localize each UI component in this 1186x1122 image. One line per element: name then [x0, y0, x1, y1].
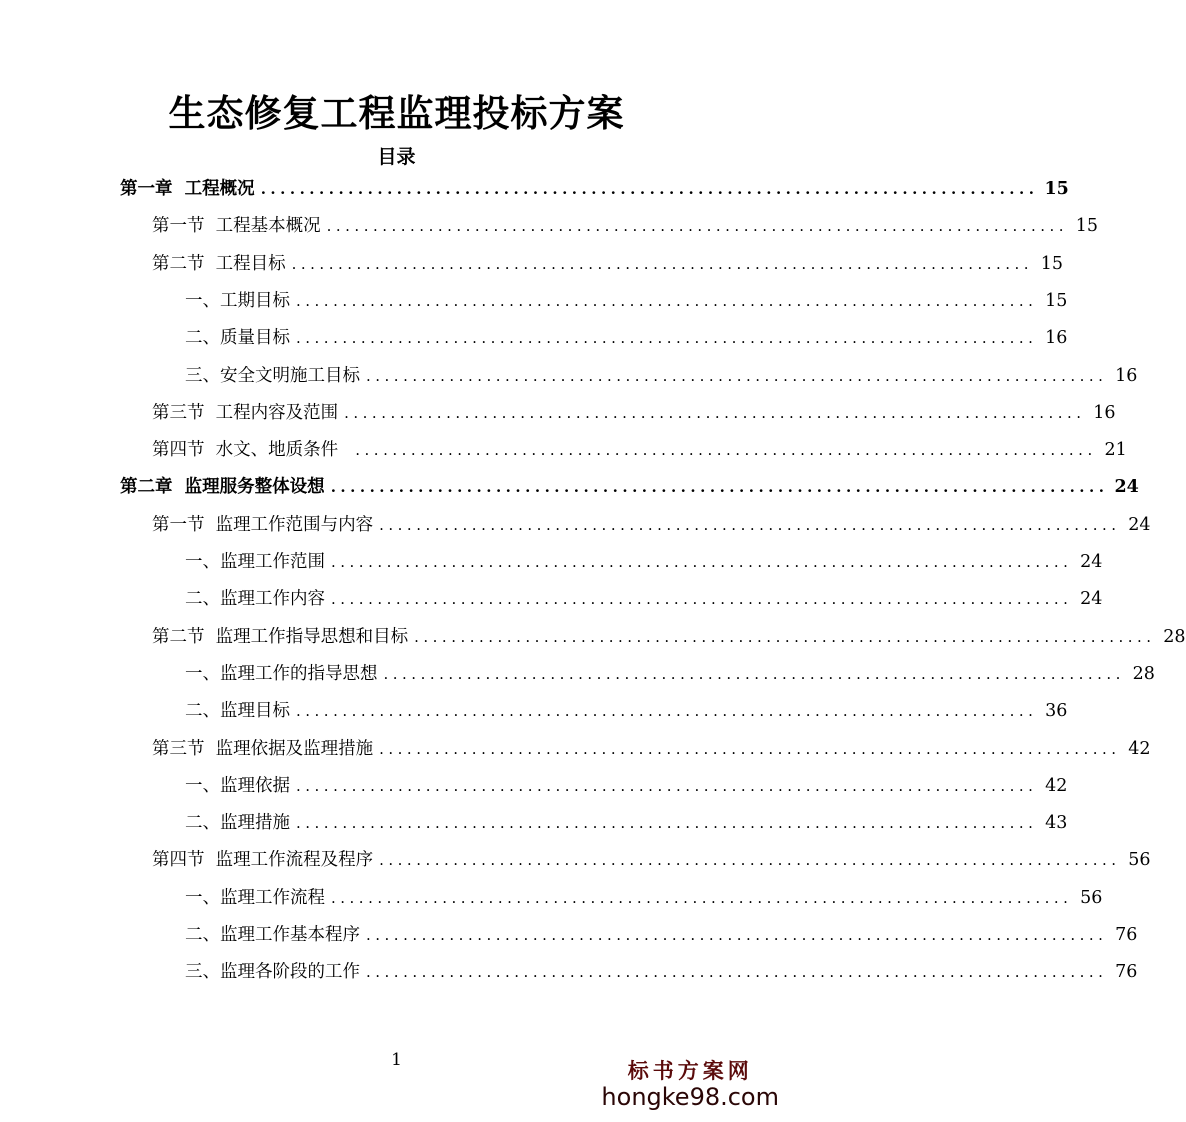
toc-entry-page: 16	[1093, 402, 1116, 423]
toc-entry-page: 42	[1045, 775, 1068, 796]
toc-entry-label: 第二节 工程目标	[152, 253, 286, 274]
toc-entry-label: 一、工期目标	[185, 290, 290, 311]
toc-entry-label: 一、监理工作范围	[185, 552, 325, 572]
toc-entry-page: 56	[1080, 887, 1103, 908]
toc-entry[interactable]	[185, 808, 1068, 838]
toc-leader-dots: ................................................................................	[260, 180, 1039, 198]
toc-leader-dots: ................................................................................	[326, 217, 1069, 236]
toc-leader-dots: ................................................................................	[296, 814, 1038, 833]
toc-entry-page: 16	[1045, 328, 1068, 349]
toc-leader-dots: ................................................................................	[331, 553, 1073, 571]
toc-entry-label: 二、监理措施	[185, 813, 290, 834]
toc-leader-dots: ................................................................................	[379, 851, 1121, 870]
toc-entry-label: 第二章 监理服务整体设想	[120, 477, 325, 498]
toc-entry-page: 76	[1115, 925, 1138, 945]
toc-entry[interactable]	[120, 472, 1139, 502]
toc-entry[interactable]	[152, 398, 1116, 428]
toc-entry-page: 21	[1104, 440, 1127, 461]
toc-entry[interactable]	[185, 696, 1068, 726]
toc-entry[interactable]	[152, 845, 1151, 875]
toc-entry-page: 15	[1045, 290, 1068, 311]
toc-entry[interactable]	[152, 734, 1151, 764]
toc-leader-dots: ................................................................................	[379, 739, 1121, 758]
toc-entry-page: 24	[1080, 552, 1103, 572]
toc-entry[interactable]	[185, 547, 1103, 577]
toc-leader-dots: ................................................................................	[330, 478, 1109, 497]
toc-entry[interactable]	[185, 920, 1138, 950]
toc-leader-dots: ................................................................................	[366, 963, 1108, 982]
toc-entry[interactable]	[185, 361, 1138, 391]
toc-leader-dots: ................................................................................	[296, 776, 1038, 795]
toc-entry-label: 第三节 工程内容及范围	[152, 402, 339, 423]
toc-entry-label: 第一节 工程基本概况	[152, 216, 321, 237]
toc-leader-dots: ................................................................................	[355, 441, 1097, 460]
toc-entry-page: 15	[1040, 253, 1064, 274]
toc-entry-label: 一、监理依据	[185, 775, 290, 796]
toc-entry-label: 三、安全文明施工目标	[185, 365, 360, 386]
toc-entry-label: 第四节 水文、地质条件	[152, 440, 350, 461]
watermark-url: hongke98.com	[601, 1083, 779, 1111]
toc-entry-page: 56	[1128, 850, 1151, 871]
toc-entry-label: 二、监理工作基本程序	[185, 925, 360, 945]
toc-leader-dots: ................................................................................	[296, 329, 1038, 348]
toc-entry-page: 24	[1128, 514, 1151, 535]
toc-entry-label: 第二节 监理工作指导思想和目标	[152, 626, 409, 647]
watermark-text: 标书方案网	[627, 1059, 753, 1083]
toc-heading: 目录	[377, 146, 416, 168]
toc-leader-dots: ................................................................................	[366, 366, 1108, 385]
toc-leader-dots: ................................................................................	[331, 590, 1073, 609]
toc-entry[interactable]	[185, 957, 1138, 987]
toc-entry[interactable]	[152, 211, 1099, 241]
toc-entry-page: 24	[1114, 477, 1139, 498]
toc-entry-page: 36	[1045, 701, 1068, 722]
toc-entry[interactable]	[152, 510, 1151, 540]
toc-leader-dots: ................................................................................	[414, 627, 1156, 646]
toc-entry-label: 第一章 工程概况	[120, 179, 255, 199]
toc-leader-dots: ................................................................................	[383, 664, 1125, 683]
toc-entry-label: 第三节 监理依据及监理措施	[152, 738, 374, 759]
toc-entry-label: 一、监理工作的指导思想	[185, 663, 378, 684]
toc-leader-dots: ................................................................................	[296, 702, 1038, 721]
toc-entry[interactable]	[152, 249, 1064, 279]
toc-entry-page: 76	[1115, 962, 1138, 983]
toc-entry-page: 15	[1044, 179, 1069, 199]
toc-entry-page: 15	[1075, 216, 1099, 237]
toc-leader-dots: ................................................................................	[331, 888, 1073, 907]
toc-entry-label: 第四节 监理工作流程及程序	[152, 850, 374, 871]
watermark-logo	[601, 1058, 779, 1110]
document-title: 生态修复工程监理投标方案	[168, 91, 625, 135]
toc-entry-label: 二、监理目标	[185, 701, 290, 722]
toc-entry-label: 三、监理各阶段的工作	[185, 962, 360, 983]
toc-entry-label: 二、监理工作内容	[185, 589, 325, 610]
toc-entry-page: 28	[1132, 663, 1155, 684]
toc-leader-dots: ................................................................................	[366, 926, 1108, 944]
toc-entry-page: 16	[1115, 365, 1138, 386]
toc-entry[interactable]	[152, 435, 1127, 465]
toc-entry-page: 43	[1045, 813, 1068, 834]
toc-entry-page: 28	[1163, 626, 1186, 647]
toc-entry[interactable]	[152, 622, 1186, 652]
toc-leader-dots: ................................................................................	[344, 403, 1086, 422]
toc-entry-page: 42	[1128, 738, 1151, 759]
toc-entry[interactable]	[185, 323, 1068, 353]
toc-entry-label: 二、质量目标	[185, 328, 290, 349]
toc-entry-label: 第一节 监理工作范围与内容	[152, 514, 374, 535]
toc-leader-dots: ................................................................................	[296, 291, 1038, 310]
toc-entry[interactable]	[185, 883, 1103, 913]
toc-entry[interactable]	[185, 659, 1155, 689]
toc-entry-page: 24	[1080, 589, 1103, 610]
toc-entry[interactable]	[185, 771, 1068, 801]
toc-leader-dots: ................................................................................	[291, 254, 1034, 273]
page-number: 1	[391, 1050, 402, 1070]
toc-entry[interactable]	[185, 286, 1068, 316]
toc-entry[interactable]	[185, 584, 1103, 614]
toc-leader-dots: ................................................................................	[379, 515, 1121, 534]
toc-entry[interactable]	[120, 174, 1069, 204]
toc-entry-label: 一、监理工作流程	[185, 887, 325, 908]
